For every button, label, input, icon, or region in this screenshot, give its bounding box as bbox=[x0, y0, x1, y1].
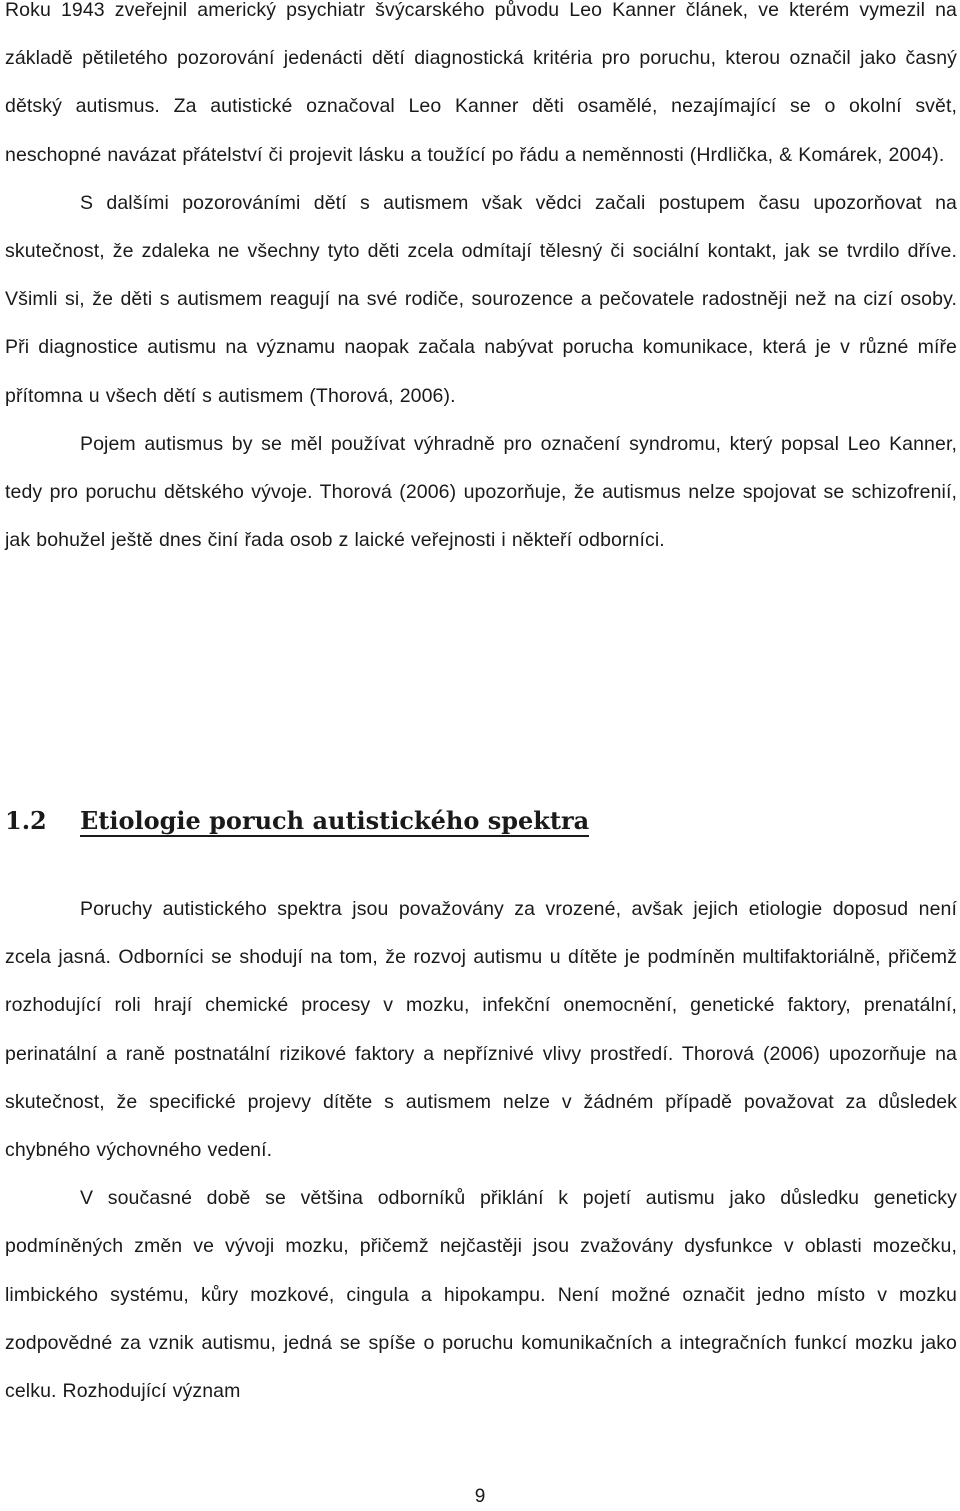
text-block-etiology bbox=[5, 885, 957, 1415]
text-block-intro bbox=[5, 0, 957, 564]
section-title: Etiologie poruch autistického spektra bbox=[80, 806, 590, 835]
page-number: 9 bbox=[474, 1486, 486, 1507]
paragraph: S dalšími pozorováními dětí s autismem však vědci začali postupem času upozorňovat na skutečnost, že zdaleka ne všechny tyto děti zcela odmítají tělesný či sociální kontakt, jak se tvrdilo dříve. Všimli si, že děti s autismem reagují na své rodiče, sourozence a pečovatele radostněji než na cizí osoby. Při diagnostice autismu na významu naopak začala nabývat porucha komunikace, která je v různé míře přítomna u všech dětí s autismem (Thorová, 2006). bbox=[5, 191, 957, 407]
paragraph: Pojem autismus by se měl používat výhradně pro označení syndromu, který popsal Leo Kanner, tedy pro poruchu dětského vývoje. Thorová (2006) upozorňuje, že autismus nelze spojovat se schizofrenií, jak bohužel ještě dnes činí řada osob z laické veřejnosti i někteří odborníci. bbox=[5, 432, 957, 552]
section-heading bbox=[5, 806, 589, 835]
paragraph: Roku 1943 zveřejnil americký psychiatr švýcarského původu Leo Kanner článek, ve kterém vymezil na základě pětiletého pozorování jedenácti dětí diagnostická kritéria pro poruchu, kterou označil jako časný dětský autismus. Za autistické označoval Leo Kanner děti osamělé, nezajímající se o okolní svět, neschopné navázat přátelství či projevit lásku a toužící po řádu a neměnnosti (Hrdlička, & Komárek, 2004). bbox=[5, 0, 957, 166]
paragraph: V současné době se většina odborníků přiklání k pojetí autismu jako důsledku geneticky podmíněných změn ve vývoji mozku, přičemž nejčastěji jsou zvažovány dysfunkce v oblasti mozečku, limbického systému, kůry mozkové, cingula a hipokampu. Není možné označit jedno místo v mozku zodpovědné za vznik autismu, jedná se spíše o poruchu komunikačních a integračních funkcí mozku jako celku. Rozhodující význam bbox=[5, 1187, 957, 1403]
paragraph: Poruchy autistického spektra jsou považovány za vrozené, avšak jejich etiologie doposud není zcela jasná. Odborníci se shodují na tom, že rozvoj autismu u dítěte je podmíněn multifaktoriálně, přičemž rozhodující roli hrají chemické procesy v mozku, infekční onemocnění, genetické faktory, prenatální, perinatální a raně postnatální rizikové faktory a nepříznivé vlivy prostředí. Thorová (2006) upozorňuje na skutečnost, že specifické projevy dítěte s autismem nelze v žádném případě považovat za důsledek chybného výchovného vedení. bbox=[5, 898, 957, 1162]
section-number: 1.2 bbox=[5, 806, 47, 835]
